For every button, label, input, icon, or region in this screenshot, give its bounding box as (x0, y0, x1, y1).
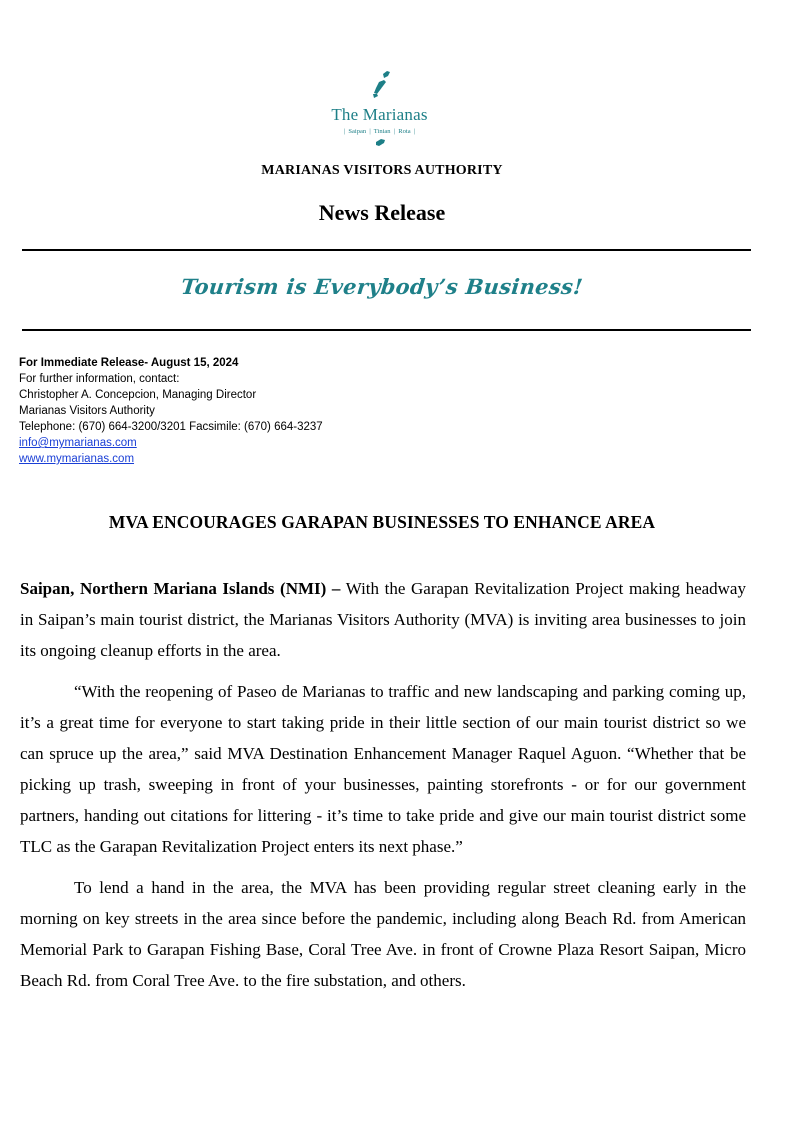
dateline: Saipan, Northern Mariana Islands (NMI) – (20, 579, 341, 598)
contact-phones: Telephone: (670) 664-3200/3201 Facsimile: (670) 664-3237 (19, 421, 323, 433)
article-headline: MVA ENCOURAGES GARAPAN BUSINESSES TO ENHANCE AREA (108, 512, 656, 532)
release-date: For Immediate Release- August 15, 2024 (19, 357, 239, 369)
bottom-divider (22, 329, 751, 331)
contact-name: Christopher A. Concepcion, Managing Director (19, 389, 257, 401)
further-info-label: For further information, contact: (19, 373, 180, 385)
paragraph-2: “With the reopening of Paseo de Marianas to traffic and new landscaping and parking coming up, it’s a great time for everyone to start taking pride in their little section of our main tourist district so we can spruce up the area,” said MVA Destination Enhancement Manager Raquel Aguon. “Whether that be picking up trash, sweeping in front of your businesses, painting storefronts - or for our government partners, handing out citations for littering - it’s time to take pride and give our main tourist district some TLC as the Garapan Revitalization Project enters its next phase.” (20, 682, 746, 856)
paragraph-1-text: With the Garapan Revitalization Project making headway in Saipan’s main tourist district, the Marianas Visitors Authority (MVA) is inviting area businesses to join its ongoing cleanup efforts in the area. (20, 579, 746, 660)
contact-block (19, 355, 323, 467)
paragraph-1 (20, 573, 746, 666)
organization-name: MARIANAS VISITORS AUTHORITY (261, 163, 503, 178)
email-link[interactable]: info@mymarianas.com (19, 437, 137, 449)
document-type: News Release (318, 200, 446, 225)
marianas-logo (313, 62, 446, 154)
website-link[interactable]: www.mymarianas.com (19, 453, 135, 465)
top-divider (22, 249, 751, 251)
contact-org: Marianas Visitors Authority (19, 405, 155, 417)
logo-title: The Marianas (331, 105, 428, 124)
paragraph-3: To lend a hand in the area, the MVA has been providing regular street cleaning early in the morning on key streets in the area since before the pandemic, including along Beach Rd. from American Memorial Park to Garapan Fishing Base, Coral Tree Ave. in front of Crowne Plaza Resort Saipan, Micro Beach Rd. from Coral Tree Ave. to the fire substation, and others. (20, 878, 746, 990)
logo-subtitle: | Saipan | Tinian | Rota | (343, 128, 416, 135)
article-body (20, 573, 746, 1006)
tagline: Tourism is Everybody’s Business! (179, 274, 585, 299)
